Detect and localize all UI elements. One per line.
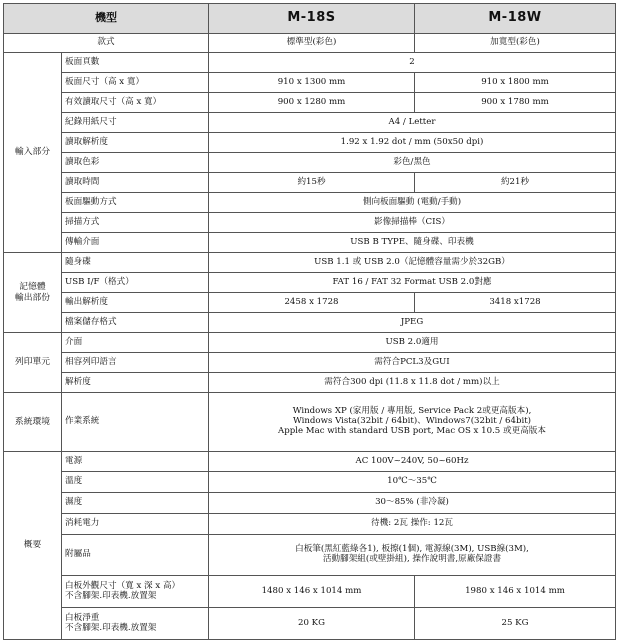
item-label: 掃描方式 xyxy=(62,213,209,233)
item-value: 10℃～35℃ xyxy=(209,472,616,493)
item-value: JPEG xyxy=(209,313,616,333)
item-value: USB B TYPE、隨身碟、印表機 xyxy=(209,233,616,253)
item-label: 濕度 xyxy=(62,493,209,514)
item-value: 需符合PCL3及GUI xyxy=(209,353,616,373)
value-m18w: 910 x 1800 mm xyxy=(415,73,616,93)
item-label: 介面 xyxy=(62,333,209,353)
item-label: 相容列印語言 xyxy=(62,353,209,373)
category-overview: 概要 xyxy=(4,452,62,640)
os-support-list xyxy=(209,393,616,452)
spec-row-print-resolution xyxy=(4,373,616,393)
spec-row-read-time xyxy=(4,173,616,193)
spec-row-scan-method xyxy=(4,213,616,233)
category-system-environment: 系統環境 xyxy=(4,393,62,452)
spec-row-usb-format xyxy=(4,273,616,293)
spec-row-flash-drive xyxy=(4,253,616,273)
category-memory-output xyxy=(4,253,62,333)
item-value: 2 xyxy=(209,53,616,73)
item-value: 待機: 2瓦 操作: 12瓦 xyxy=(209,514,616,535)
spec-row-accessories xyxy=(4,535,616,576)
item-label: 有效讀取尺寸（高 x 寬） xyxy=(62,93,209,113)
item-value: 影像掃描棒（CIS） xyxy=(209,213,616,233)
spec-row-power-consumption xyxy=(4,514,616,535)
spec-row-power xyxy=(4,452,616,472)
item-label: 電源 xyxy=(62,452,209,472)
item-value: FAT 16 / FAT 32 Format USB 2.0對應 xyxy=(209,273,616,293)
value-m18w: 900 x 1780 mm xyxy=(415,93,616,113)
item-label xyxy=(62,576,209,608)
value-m18w: 1980 x 146 x 1014 mm xyxy=(415,576,616,608)
accessories-list xyxy=(209,535,616,576)
value-m18s: 20 KG xyxy=(209,608,415,640)
category-input: 輸入部分 xyxy=(4,53,62,253)
spec-row-net-weight xyxy=(4,608,616,640)
spec-row-os xyxy=(4,393,616,452)
item-label: 讀取色彩 xyxy=(62,153,209,173)
os-line-1: Windows XP (家用版 / 專用版, Service Pack 2或更高版本), xyxy=(292,406,532,417)
item-value: 30～85% (非冷凝) xyxy=(209,493,616,514)
value-m18s: 約15秒 xyxy=(209,173,415,193)
value-m18s: 2458 x 1728 xyxy=(209,293,415,313)
style-m18s: 標準型(彩色) xyxy=(209,34,415,53)
dimensions-label-line-1: 白板外觀尺寸（寬 x 深 x 高） xyxy=(65,580,181,591)
spec-row-humidity xyxy=(4,493,616,514)
item-value: 需符合300 dpi (11.8 x 11.8 dot / mm)以上 xyxy=(209,373,616,393)
value-m18w: 3418 x1728 xyxy=(415,293,616,313)
spec-row-print-language xyxy=(4,353,616,373)
item-label: 檔案儲存格式 xyxy=(62,313,209,333)
spec-row-read-resolution xyxy=(4,133,616,153)
item-label: 讀取時間 xyxy=(62,173,209,193)
style-row xyxy=(4,34,616,53)
spec-row-effective-read-size xyxy=(4,93,616,113)
spec-table xyxy=(3,3,616,640)
spec-row-transfer-interface xyxy=(4,233,616,253)
category-print-unit: 列印單元 xyxy=(4,333,62,393)
value-m18w: 約21秒 xyxy=(415,173,616,193)
item-label: 板面尺寸（高 x 寬） xyxy=(62,73,209,93)
category-memory-line-1: 記憶體 xyxy=(19,282,46,293)
item-label: 板面驅動方式 xyxy=(62,193,209,213)
item-value: A4 / Letter xyxy=(209,113,616,133)
spec-row-file-format xyxy=(4,313,616,333)
item-label: 傳輸介面 xyxy=(62,233,209,253)
spec-row-board-drive xyxy=(4,193,616,213)
spec-row-dimensions xyxy=(4,576,616,608)
header-row xyxy=(4,4,616,34)
item-label: 紀錄用紙尺寸 xyxy=(62,113,209,133)
os-line-3: Apple Mac with standard USB port, Mac OS x 10.5 或更高版本 xyxy=(278,425,546,436)
item-value: 1.92 x 1.92 dot / mm (50x50 dpi) xyxy=(209,133,616,153)
item-label: 溫度 xyxy=(62,472,209,493)
item-value: 側向板面驅動 (電動/手動) xyxy=(209,193,616,213)
item-label: 板面頁數 xyxy=(62,53,209,73)
item-label: USB I/F（格式） xyxy=(62,273,209,293)
weight-label-line-2: 不含腳架.印表機.放置架 xyxy=(65,622,157,633)
value-m18s: 900 x 1280 mm xyxy=(209,93,415,113)
style-m18w: 加寬型(彩色) xyxy=(415,34,616,53)
item-label: 作業系統 xyxy=(62,393,209,452)
spec-row-board-size xyxy=(4,73,616,93)
accessories-line-1: 白板筆(黑紅藍綠各1), 板擦(1個), 電源線(3M), USB線(3M), xyxy=(295,544,529,555)
value-m18s: 910 x 1300 mm xyxy=(209,73,415,93)
weight-label-line-1: 白板淨重 xyxy=(65,612,100,623)
item-label xyxy=(62,608,209,640)
spec-row-temperature xyxy=(4,472,616,493)
item-label: 解析度 xyxy=(62,373,209,393)
item-label: 輸出解析度 xyxy=(62,293,209,313)
model-m18s-heading: M-18S xyxy=(209,4,415,34)
accessories-line-2: 活動腳架組(或壁掛組), 操作說明書,原廠保證書 xyxy=(322,554,502,564)
spec-row-record-paper xyxy=(4,113,616,133)
item-value: AC 100V~240V, 50~60Hz xyxy=(209,452,616,472)
item-label: 隨身碟 xyxy=(62,253,209,273)
spec-row-read-color xyxy=(4,153,616,173)
model-label: 機型 xyxy=(4,4,209,34)
item-label: 附屬品 xyxy=(62,535,209,576)
spec-row-board-pages xyxy=(4,53,616,73)
os-line-2: Windows Vista(32bit / 64bit)、Windows7(32bit / 64bit) xyxy=(292,416,532,427)
category-memory-line-2: 輸出部份 xyxy=(14,292,51,303)
dimensions-label-line-2: 不含腳架.印表機.放置架 xyxy=(65,590,157,601)
item-label: 消耗電力 xyxy=(62,514,209,535)
spec-row-print-interface xyxy=(4,333,616,353)
value-m18w: 25 KG xyxy=(415,608,616,640)
item-value: USB 2.0適用 xyxy=(209,333,616,353)
value-m18s: 1480 x 146 x 1014 mm xyxy=(209,576,415,608)
style-label: 款式 xyxy=(4,34,209,53)
model-m18w-heading: M-18W xyxy=(415,4,616,34)
item-label: 讀取解析度 xyxy=(62,133,209,153)
item-value: USB 1.1 或 USB 2.0（記憶體容量需少於32GB） xyxy=(209,253,616,273)
spec-row-output-resolution xyxy=(4,293,616,313)
item-value: 彩色/黑色 xyxy=(209,153,616,173)
